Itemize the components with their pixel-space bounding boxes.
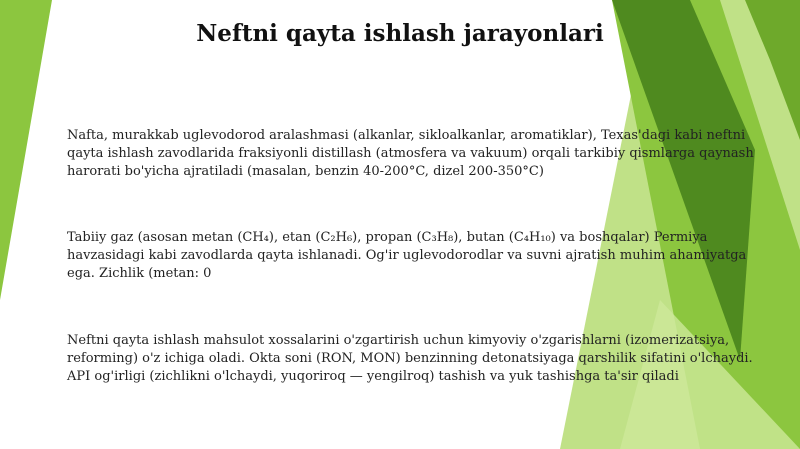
paragraph-distillation: Nafta, murakkab uglevodorod aralashmasi (alkanlar, sikloalkanlar, aromatiklar), Texas'dagi kabi neftni qayta ishlash zavodlarida fraksiyonli distillash (atmosfera va vakuum) orqali tarkibiy qismlarga qaynash harorati bo'yicha ajratiladi (masalan, benzin 40-200°C, dizel 200-350°C) [67, 128, 754, 179]
paragraph-refining-properties: Neftni qayta ishlash mahsulot xossalarini o'zgartirish uchun kimyoviy o'zgarishlarni (izomerizatsiya, reforming) o'z ichiga oladi. Okta soni (RON, MON) benzinning detonatsiyaga qarshilik sifatini o'lchaydi. API og'irligi (zichlikni o'lchaydi, yuqoriroq — yengilroq) tashish va yuk tashishga ta'sir qiladi [67, 333, 753, 384]
slide-title: Neftni qayta ishlash jarayonlari [196, 20, 604, 47]
paragraph-natural-gas: Tabiiy gaz (asosan metan (CH₄), etan (C₂H₆), propan (C₃H₈), butan (C₄H₁₀) va boshqalar) Permiya havzasidagi kabi zavodlarda qayta ishlanadi. Og'ir uglevodorodlar va suvni ajratish muhim ahamiyatga ega. Zichlik (metan: 0 [67, 230, 747, 281]
